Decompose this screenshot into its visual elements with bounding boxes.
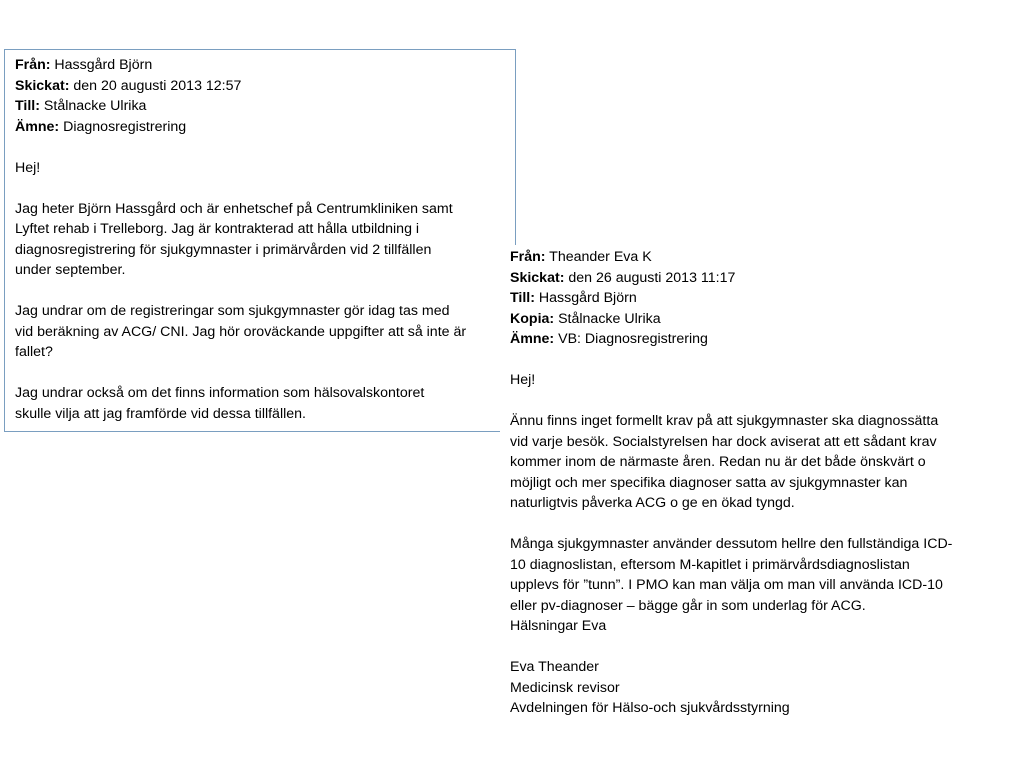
email-greeting: Hej! (15, 159, 41, 176)
header-sent: Skickat: den 26 augusti 2013 11:17 (510, 269, 736, 286)
header-to: Till: Stålnacke Ulrika (15, 98, 147, 114)
email-signature (510, 657, 1000, 719)
email-paragraph: Många sjukgymnaster använder dessutom hellre den fullständiga ICD- 10 diagnoslistan, eftersom M-kapitlet i primärvårdsdiagnoslistan upplevs för ”tunn”. I PMO kan man välja om man vill använda ICD-10 eller pv-diagnoser – bägge går in som underlag för ACG. Hälsningar Eva (510, 536, 953, 634)
header-subject: Ämne: VB: Diagnosregistrering (510, 331, 708, 347)
email-headers (15, 55, 516, 137)
email-paragraph: Jag heter Björn Hassgård och är enhetschef på Centrumkliniken samt Lyftet rehab i Trelleborg. Jag är kontrakterad att hålla utbildning i diagnosregistrering för sjukgymnaster i primärvården vid 2 tillfällen under september. (15, 200, 453, 278)
signature-name: Eva Theander (510, 659, 599, 675)
signature-department: Avdelningen för Hälso-och sjukvårdsstyrning (510, 700, 790, 716)
header-from: Från: Theander Eva K (510, 249, 652, 265)
email-headers (510, 247, 1000, 350)
header-cc: Kopia: Stålnacke Ulrika (510, 310, 661, 327)
header-subject: Ämne: Diagnosregistrering (15, 118, 187, 135)
email-paragraph: Jag undrar om de registreringar som sjukgymnaster gör idag tas med vid beräkning av ACG/ CNI. Jag hör oroväckande uppgifter att så inte är fallet? (15, 303, 467, 360)
header-from: Från: Hassgård Björn (15, 57, 153, 73)
signature-title: Medicinsk revisor (510, 679, 620, 696)
email-greeting: Hej! (510, 372, 536, 388)
header-to: Till: Hassgård Björn (510, 290, 637, 306)
email-paragraph: Ännu finns inget formellt krav på att sjukgymnaster ska diagnossätta vid varje besök. Socialstyrelsen har dock aviserat att ett sådant krav kommer inom de närmaste åren. Redan nu är det både önskvärt o möjligt och mer specifika diagnoser satta av sjukgymnaster kan naturligtvis påverka ACG o ge en ökad tyngd. (510, 413, 939, 511)
email-reply (500, 245, 1000, 723)
email-original (4, 49, 516, 432)
email-paragraph: Jag undrar också om det finns information som hälsovalskontoret skulle vilja att jag framförde vid dessa tillfällen. (15, 385, 425, 422)
header-sent: Skickat: den 20 augusti 2013 12:57 (15, 77, 242, 94)
